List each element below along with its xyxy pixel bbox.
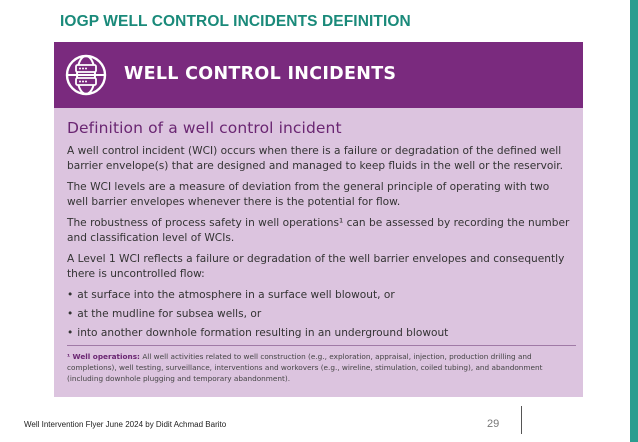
paragraph: The WCI levels are a measure of deviation from the general principle of operating with two well barrier envelopes whenever there is the potential for flow.: [67, 181, 550, 208]
banner-title: WELL CONTROL INCIDENTS: [124, 64, 397, 84]
banner: [54, 42, 583, 108]
footnote-marker: ¹: [67, 352, 71, 361]
footer-caption: Well Intervention Flyer June 2024 by Didit Achmad Barito: [24, 420, 227, 429]
list-item-text: into another downhole formation resulting in an underground blowout: [77, 327, 449, 339]
list-item-text: at the mudline for subsea wells, or: [77, 308, 262, 320]
list-item: [67, 288, 573, 303]
bullet-dot: •: [67, 327, 74, 339]
definition-heading: Definition of a well control incident: [67, 119, 342, 137]
slide-title: IOGP WELL CONTROL INCIDENTS DEFINITION: [60, 13, 411, 30]
footnote-label: Well operations:: [72, 352, 140, 361]
right-accent-bar: [630, 0, 638, 442]
paragraph: A well control incident (WCI) occurs when there is a failure or degradation of the defined well barrier envelope(s) that are designed and managed to keep fluids in the well or the reservoir.: [67, 145, 564, 172]
definition-panel: [54, 42, 583, 397]
list-item-text: at surface into the atmosphere in a surface well blowout, or: [77, 289, 395, 301]
list-item: [67, 307, 573, 322]
footnote: [67, 351, 577, 384]
page-separator: [521, 406, 522, 434]
page-number: 29: [487, 418, 500, 430]
bullet-dot: •: [67, 308, 74, 320]
list-item: [67, 326, 573, 341]
bullet-dot: •: [67, 289, 74, 301]
paragraph: A Level 1 WCI reflects a failure or degradation of the well barrier envelopes and consequently there is uncontrolled flow:: [67, 253, 565, 280]
footnote-text: All well activities related to well construction (e.g., exploration, appraisal, injection, production drilling and completions), well testing, surveillance, interventions and workovers (e.g., wireline, stimulation, coiled tubing), and abandonment (including downhole plugging and temporary abandonment).: [67, 352, 543, 383]
definition-content: [67, 119, 573, 345]
flow-bullet-list: [67, 288, 573, 341]
paragraph: The robustness of process safety in well operations¹ can be assessed by recording the number and classification level of WCIs.: [67, 217, 570, 244]
globe-icon: [64, 53, 108, 97]
footnote-divider: [67, 345, 576, 346]
